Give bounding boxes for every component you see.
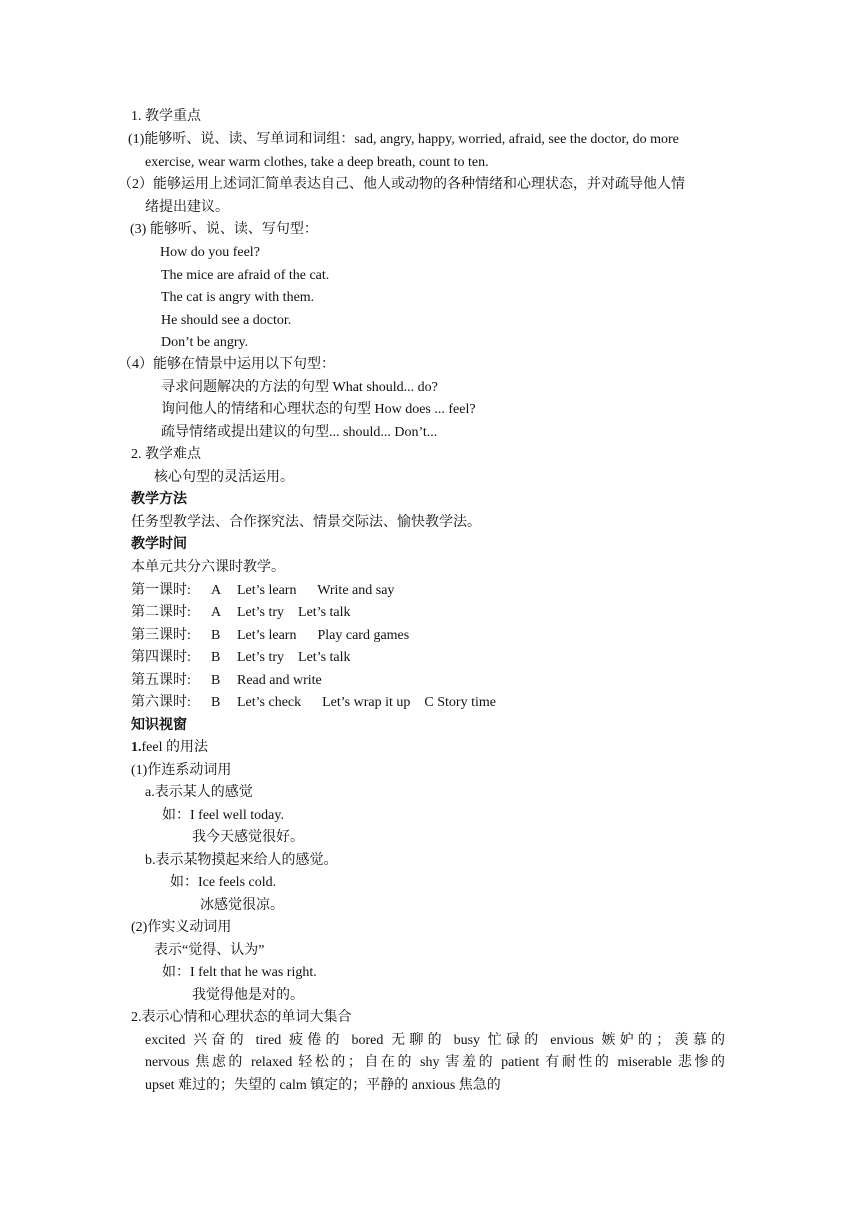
notional-verb-definition: 表示“觉得、认为” [154, 943, 265, 958]
schedule-part: B [211, 650, 221, 665]
paragraph-3: (3) 能够听、说、读、写句型： [130, 222, 318, 237]
paragraph-1-line-b: exercise, wear warm clothes, take a deep breath, count to ten. [145, 155, 489, 170]
schedule-period: 第三课时: [131, 628, 191, 643]
sentence-pattern-1: How do you feel? [160, 245, 260, 260]
schedule-row [131, 582, 394, 600]
sentence-pattern-4: He should see a doctor. [161, 313, 292, 328]
schedule-items: Let’s learn Write and say [237, 583, 395, 598]
schedule-part: B [211, 695, 221, 710]
schedule-items: Let’s learn Play card games [237, 628, 410, 643]
translation-2: 冰感觉很凉。 [200, 898, 284, 913]
schedule-row [131, 604, 351, 622]
paragraph-2-line-b: 绪提出建议。 [145, 200, 229, 215]
linking-verb-heading: (1)作连系动词用 [131, 763, 232, 778]
mood-words-line-3: upset 难过的；失望的 calm 镇定的；平静的 anxious 焦急的 [145, 1078, 501, 1093]
schedule-items: Read and write [237, 673, 322, 688]
schedule-part: B [211, 628, 221, 643]
situation-pattern-2: 询问他人的情绪和心理状态的句型 How does ... feel? [161, 402, 476, 417]
translation-3: 我觉得他是对的。 [192, 988, 304, 1003]
section-heading-difficulties: 2. 教学难点 [131, 447, 201, 462]
example-1: 如：I feel well today. [162, 808, 284, 823]
schedule-part: A [211, 605, 222, 620]
schedule-period: 第一课时: [131, 583, 191, 598]
paragraph-2-line-a: （2）能够运用上述词汇简单表达自己、他人或动物的各种情绪和心理状态，并对疏导他人情 [118, 177, 685, 192]
schedule-row [131, 649, 351, 667]
schedule-part: B [211, 673, 221, 688]
schedule-items: Let’s check Let’s wrap it up C Story time [237, 695, 496, 710]
knowledge-window-title: 知识视窗 [131, 718, 187, 733]
schedule-row [131, 672, 322, 690]
mood-words-line-1: excited 兴奋的 tired 疲倦的 bored 无聊的 busy 忙碌的 envious 嫉妒的；羡慕的 [145, 1033, 725, 1048]
teaching-time-title: 教学时间 [131, 537, 187, 552]
example-2: 如：Ice feels cold. [170, 875, 277, 890]
schedule-period: 第六课时: [131, 695, 191, 710]
schedule-period: 第五课时: [131, 673, 191, 688]
teaching-methods-title: 教学方法 [131, 492, 187, 507]
schedule-items: Let’s try Let’s talk [237, 650, 351, 665]
feel-usage-text: feel 的用法 [141, 740, 208, 755]
situation-pattern-3: 疏导情绪或提出建议的句型... should... Don’t... [161, 425, 438, 440]
mood-words-heading: 2.表示心情和心理状态的单词大集合 [131, 1010, 352, 1025]
example-3: 如：I felt that he was right. [162, 965, 317, 980]
notional-verb-heading: (2)作实义动词用 [131, 920, 232, 935]
situation-pattern-1: 寻求问题解决的方法的句型 What should... do? [161, 380, 438, 395]
schedule-row [131, 694, 496, 712]
linking-verb-a: a.表示某人的感觉 [145, 785, 253, 800]
teaching-time-text: 本单元共分六课时教学。 [131, 560, 285, 575]
sentence-pattern-2: The mice are afraid of the cat. [161, 268, 330, 283]
sentence-pattern-3: The cat is angry with them. [161, 290, 315, 305]
schedule-period: 第四课时: [131, 650, 191, 665]
schedule-row [131, 627, 409, 645]
difficulty-text: 核心句型的灵活运用。 [154, 470, 294, 485]
feel-usage-heading [131, 739, 208, 757]
translation-1: 我今天感觉很好。 [192, 830, 304, 845]
sentence-pattern-5: Don’t be angry. [161, 335, 249, 350]
linking-verb-b: b.表示某物摸起来给人的感觉。 [145, 853, 338, 868]
teaching-methods-text: 任务型教学法、合作探究法、情景交际法、愉快教学法。 [131, 515, 481, 530]
section-heading-key-points: 1. 教学重点 [131, 109, 201, 124]
feel-usage-number: 1. [131, 740, 142, 755]
schedule-items: Let’s try Let’s talk [237, 605, 351, 620]
schedule-part: A [211, 583, 222, 598]
mood-words-line-2: nervous 焦虑的 relaxed 轻松的；自在的 shy 害羞的 patient 有耐性的 miserable 悲惨的 [145, 1055, 725, 1070]
paragraph-4: （4）能够在情景中运用以下句型： [118, 357, 335, 372]
paragraph-1-line-a: (1)能够听、说、读、写单词和词组：sad, angry, happy, worried, afraid, see the doctor, do more [128, 132, 679, 147]
schedule-period: 第二课时: [131, 605, 191, 620]
